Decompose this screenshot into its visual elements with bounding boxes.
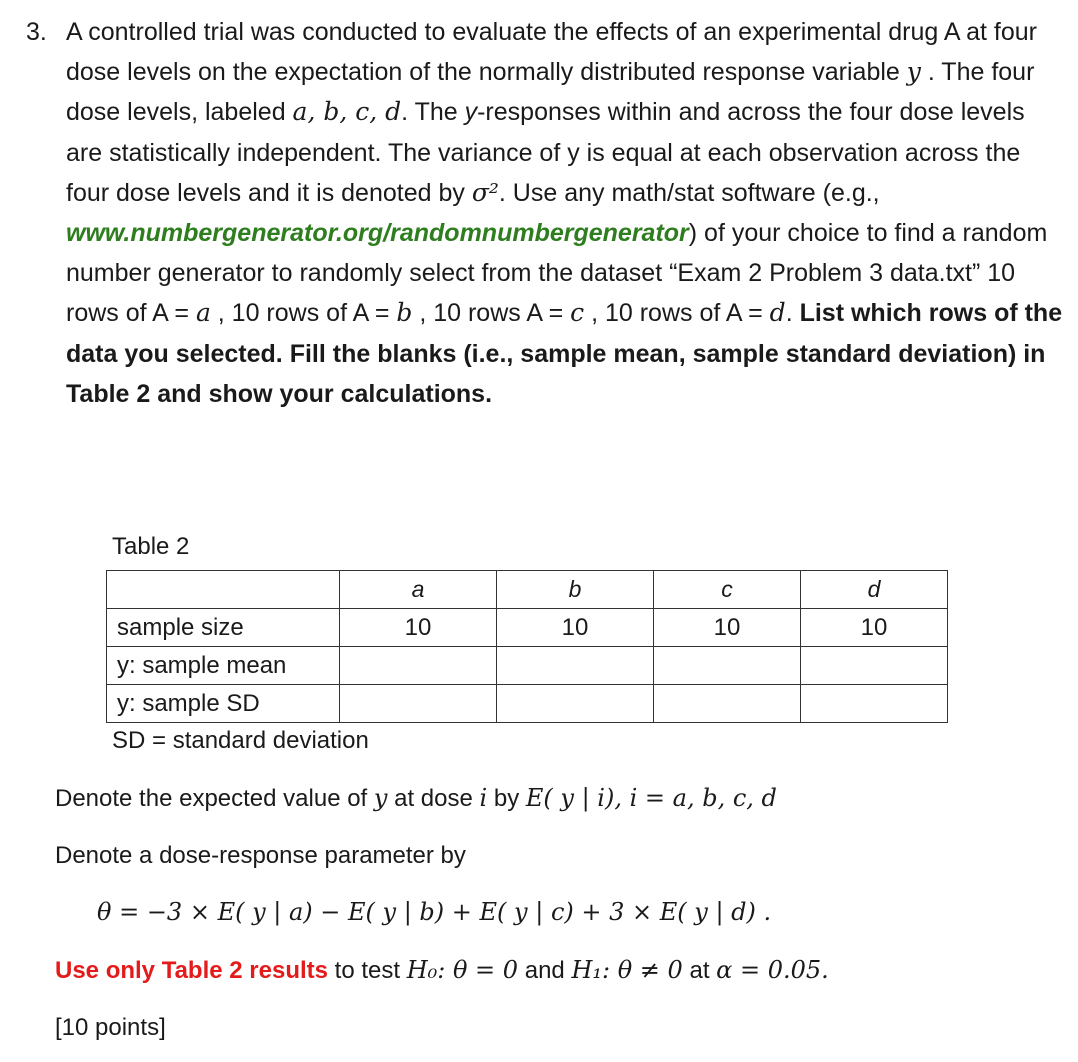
problem-text: A controlled trial was conducted to evaluate the effects of an experimental drug A at four dose levels on the expectation of the normally distributed response variable: [66, 18, 1037, 87]
line-text: and: [518, 957, 572, 984]
level-a: a: [195, 298, 211, 328]
line-text: by: [487, 785, 526, 812]
problem-text: , 10 rows A =: [412, 299, 571, 328]
problem-text: -responses within and across the four dose levels are statistically independent. The variance of y is equal at each observation across the four dose levels and it is denoted by: [66, 98, 1025, 207]
math-theta: θ = −3 × E( y | a) − E( y | b) + E( y | c) + 3 × E( y | d) .: [97, 898, 772, 926]
problem-statement: [26, 12, 1066, 414]
alpha-level: α = 0.05.: [716, 956, 829, 984]
empty-corner-cell: [107, 571, 340, 609]
line-text: at: [682, 957, 717, 984]
row-label: sample size: [107, 609, 340, 647]
line-text: to test: [328, 957, 407, 984]
instructions: List which rows of the data you selected. Fill the blanks (i.e., sample mean, sample standard deviation) in Table 2 and show your calculations.: [66, 299, 1063, 408]
parameter-intro: Denote a dose-response parameter by: [55, 842, 466, 869]
math-expectation: E( y | i), i = a, b, c, d: [525, 784, 777, 812]
problem-body: [66, 12, 1066, 414]
header-c: c: [654, 571, 801, 609]
cell-sd-c[interactable]: [654, 685, 801, 723]
expected-value-definition: [55, 784, 777, 813]
math-y: y: [373, 784, 388, 812]
table-row-sample-sd: [107, 685, 948, 723]
problem-text: , 10 rows of A =: [584, 299, 770, 328]
row-label: y: sample SD: [107, 685, 340, 723]
table-row-sample-size: [107, 609, 948, 647]
points-label: [10 points]: [55, 1014, 166, 1041]
table-caption: Table 2: [112, 533, 190, 560]
problem-text: . Use any math/stat software (e.g.,: [498, 178, 880, 207]
cell-size-a: 10: [340, 609, 497, 647]
table-footnote: SD = standard deviation: [112, 727, 369, 754]
sigma-squared: σ²: [471, 177, 499, 207]
dose-levels: a, b, c, d: [292, 97, 402, 127]
cell-sd-a[interactable]: [340, 685, 497, 723]
cell-mean-d[interactable]: [801, 647, 948, 685]
theta-equation: [97, 898, 771, 926]
cell-sd-d[interactable]: [801, 685, 948, 723]
y-italic: y: [464, 98, 478, 127]
problem-text: , 10 rows of A =: [210, 299, 397, 328]
line-text: at dose: [387, 785, 480, 812]
math-i: i: [479, 784, 488, 812]
header-b: b: [497, 571, 654, 609]
row-label: y: sample mean: [107, 647, 340, 685]
problem-text: .: [785, 299, 800, 328]
null-hypothesis: H₀: θ = 0: [406, 956, 519, 984]
cell-mean-c[interactable]: [654, 647, 801, 685]
level-b: b: [396, 298, 413, 328]
cell-size-b: 10: [497, 609, 654, 647]
cell-sd-b[interactable]: [497, 685, 654, 723]
alt-hypothesis: H₁: θ ≠ 0: [571, 956, 683, 984]
problem-text: . The four dose levels, labeled: [66, 58, 1035, 127]
line-text: Denote the expected value of: [55, 785, 374, 812]
problem-text: . The: [401, 98, 465, 127]
cell-mean-a[interactable]: [340, 647, 497, 685]
level-c: c: [570, 298, 585, 328]
table-header-row: [107, 571, 948, 609]
header-d: d: [801, 571, 948, 609]
problem-number: 3.: [26, 18, 47, 46]
table-2: [106, 570, 948, 723]
cell-size-c: 10: [654, 609, 801, 647]
generator-link[interactable]: www.numbergenerator.org/randomnumbergenerator: [66, 219, 689, 248]
red-emphasis: Use only Table 2 results: [55, 957, 328, 984]
table-row-sample-mean: [107, 647, 948, 685]
hypothesis-test: [55, 956, 829, 985]
cell-size-d: 10: [801, 609, 948, 647]
cell-mean-b[interactable]: [497, 647, 654, 685]
header-a: a: [340, 571, 497, 609]
y-variable: y: [906, 57, 921, 87]
problem-text: ) of your choice to find a random number generator to randomly select from the dataset “Exam 2 Problem 3 data.txt” 10 rows of A =: [66, 219, 1048, 328]
level-d: d: [769, 298, 786, 328]
